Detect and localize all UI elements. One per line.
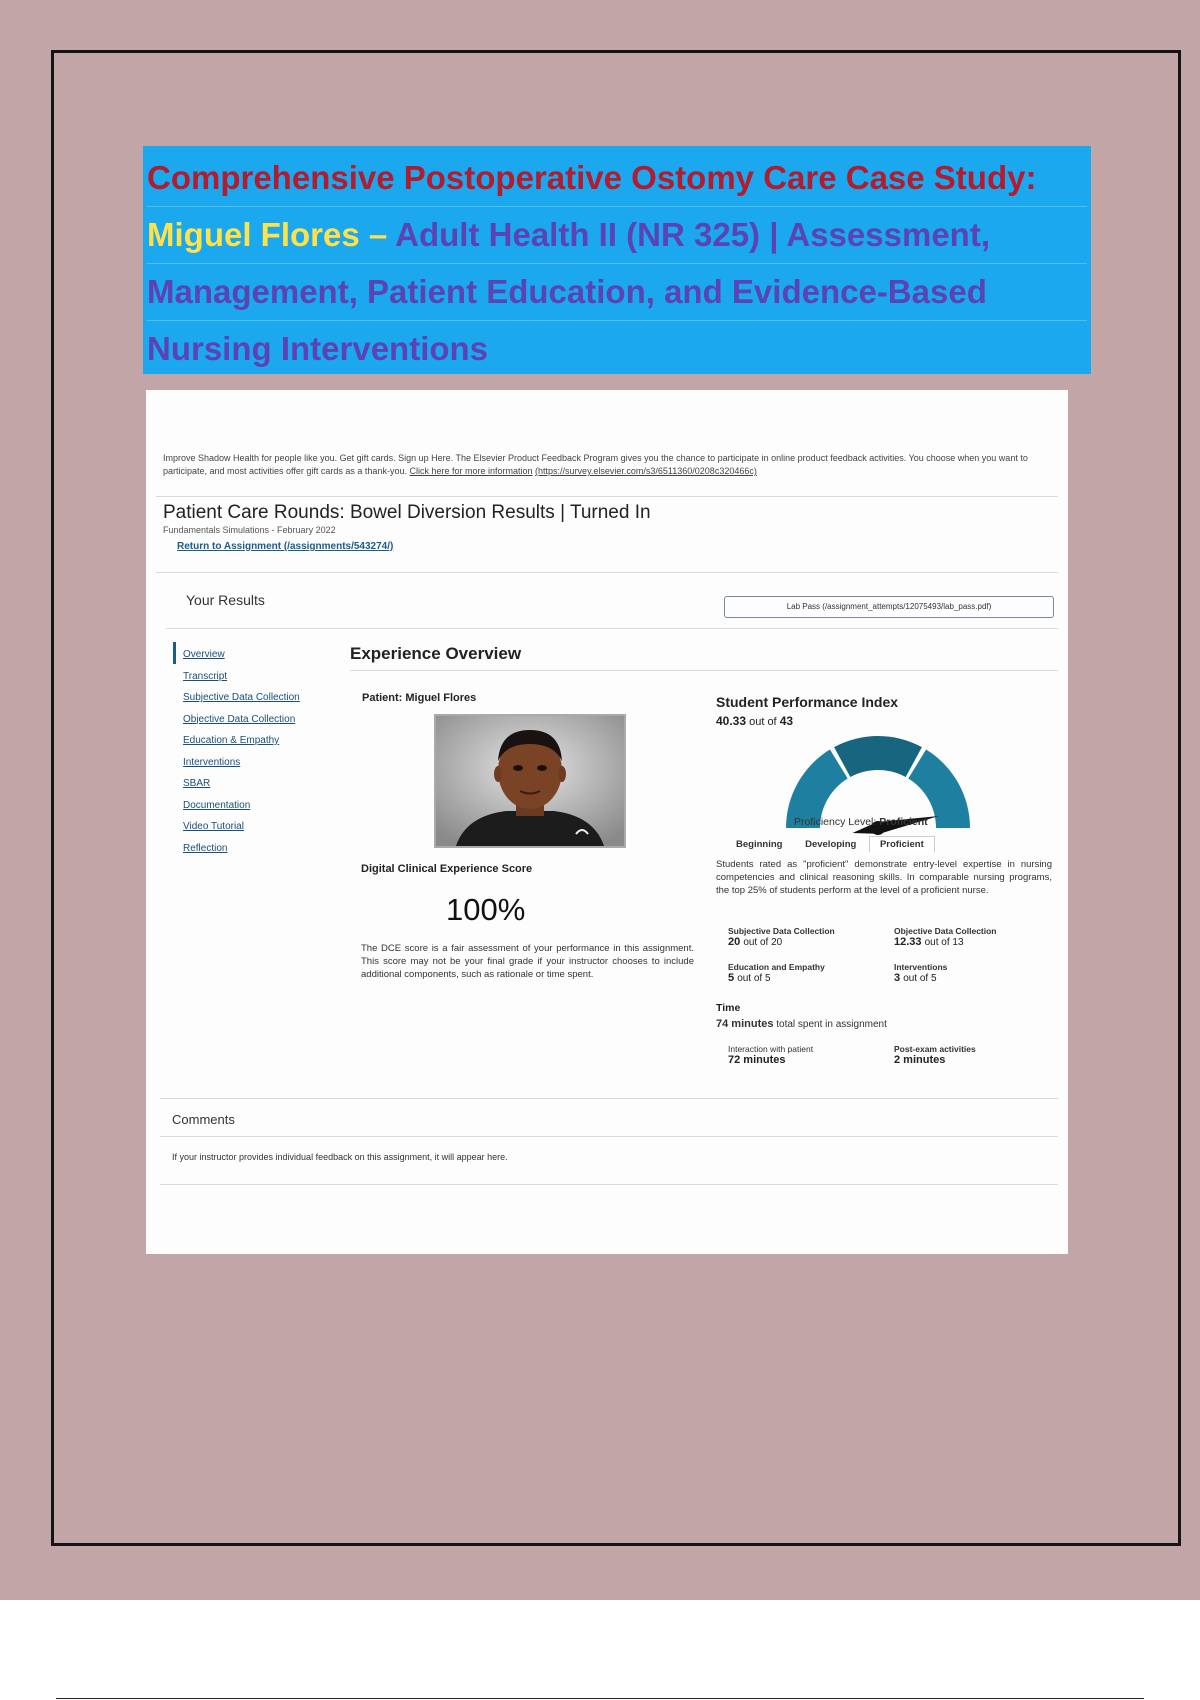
time-total <box>716 1018 887 1030</box>
comments-text: If your instructor provides individual feedback on this assignment, it will appear here. <box>172 1152 508 1162</box>
nav-item-video-tutorial[interactable]: Video Tutorial <box>183 821 244 832</box>
metric-value: 5 <box>728 972 735 984</box>
spi-score-value: 40.33 <box>716 714 747 728</box>
spi-score <box>716 714 793 728</box>
nav-active-indicator <box>173 642 176 664</box>
notice-text: Improve Shadow Health for people like you. Get gift cards. Sign up Here. The Elsevier Product Feedback Program gives you the chance to participate in online product feedback activities. You choose when you want to participate, and most activities offer gift cards as a thank-you. <box>163 453 1028 476</box>
comments-title: Comments <box>172 1112 235 1127</box>
header-divider <box>156 572 1058 573</box>
return-to-assignment-link[interactable]: Return to Assignment (/assignments/543274/) <box>177 541 394 552</box>
spi-score-out-of: out of <box>749 716 777 728</box>
metric-value: 12.33 <box>894 936 922 948</box>
nav-item-interventions[interactable]: Interventions <box>183 756 241 768</box>
patient-avatar-illustration <box>436 716 624 846</box>
results-nav <box>183 644 333 859</box>
banner-patient-name: Miguel Flores – <box>147 216 388 253</box>
time-label: Time <box>716 1002 741 1014</box>
dce-score-value: 100% <box>446 892 526 927</box>
metric-suffix: out of 5 <box>737 973 771 984</box>
patient-avatar <box>434 714 626 848</box>
time-item-label: Interaction with patient <box>728 1044 814 1054</box>
time-total-value: 74 minutes <box>716 1018 774 1030</box>
banner-course: Adult Health II (NR 325) | Assessment, <box>387 216 990 253</box>
spi-title: Student Performance Index <box>716 694 899 710</box>
metric-suffix: out of 13 <box>924 937 964 948</box>
time-total-suffix: total spent in assignment <box>776 1019 887 1030</box>
nav-item-reflection[interactable]: Reflection <box>183 842 228 854</box>
experience-overview-title: Experience Overview <box>350 644 522 663</box>
nav-item-education-empathy[interactable]: Education & Empathy <box>183 735 280 746</box>
time-item-value: 72 minutes <box>728 1054 786 1066</box>
page-title: Patient Care Rounds: Bowel Diversion Results | Turned In <box>163 502 651 523</box>
nav-item-overview[interactable]: Overview <box>183 649 225 660</box>
comments-top-divider <box>160 1098 1058 1099</box>
results-divider <box>166 628 1058 629</box>
comments-divider <box>160 1136 1058 1137</box>
proficiency-gauge <box>778 728 978 848</box>
banner-title-line-1: Comprehensive Postoperative Ostomy Care Case Study: <box>147 150 1087 207</box>
metric-suffix: out of 5 <box>903 973 937 984</box>
results-screenshot <box>146 390 1068 1254</box>
patient-label: Patient: Miguel Flores <box>362 692 477 704</box>
metric-label: Interventions <box>894 962 948 972</box>
gauge-segment <box>834 736 922 777</box>
dce-score-label: Digital Clinical Experience Score <box>361 863 533 875</box>
footer-rule <box>56 1698 1144 1699</box>
nav-item-transcript[interactable]: Transcript <box>183 670 228 682</box>
metric-value: 20 <box>728 936 741 948</box>
tab-developing[interactable]: Developing <box>805 839 857 850</box>
metric-label: Subjective Data Collection <box>728 926 835 936</box>
metric-education <box>728 962 825 984</box>
overview-divider <box>350 670 1058 671</box>
comments-bottom-divider <box>160 1184 1058 1185</box>
nav-item-subjective-data[interactable]: Subjective Data Collection <box>183 692 300 703</box>
your-results-heading: Your Results <box>186 592 265 608</box>
page-subtitle: Fundamentals Simulations - February 2022 <box>163 525 336 535</box>
nav-item-sbar[interactable]: SBAR <box>183 778 211 789</box>
metric-objective <box>894 926 997 948</box>
notice-link[interactable]: Click here for more information <box>409 466 533 476</box>
nav-item-documentation[interactable]: Documentation <box>183 799 251 811</box>
nav-item-objective-data[interactable]: Objective Data Collection <box>183 713 296 725</box>
time-interaction <box>728 1044 813 1066</box>
time-item-label: Post-exam activities <box>894 1044 976 1054</box>
metric-interventions <box>894 962 947 984</box>
spi-score-total: 43 <box>779 714 794 728</box>
banner-title-line-2 <box>147 207 1087 264</box>
proficiency-level-value: Proficient <box>879 816 928 828</box>
lab-pass-button[interactable]: Lab Pass (/assignment_attempts/12075493/lab_pass.pdf) <box>724 596 1054 618</box>
banner-title-line-4: Nursing Interventions <box>147 330 489 367</box>
proficiency-level <box>794 816 928 828</box>
tab-beginning[interactable]: Beginning <box>736 839 783 850</box>
tab-proficient[interactable]: Proficient <box>869 836 935 852</box>
notice-url[interactable]: (https://survey.elsevier.com/s3/6511360/0208c320466c) <box>535 466 757 476</box>
title-banner <box>143 146 1091 374</box>
feedback-notice <box>163 452 1043 478</box>
metric-label: Education and Empathy <box>728 962 825 972</box>
metric-subjective <box>728 926 835 948</box>
dce-description: The DCE score is a fair assessment of your performance in this assignment. This score may not be your final grade if your instructor chooses to include additional components, such as rationale or time spent. <box>361 943 694 980</box>
metric-suffix: out of 20 <box>743 937 783 948</box>
proficiency-level-label: Proficiency Level: <box>794 816 877 828</box>
proficiency-tabs <box>726 836 935 854</box>
metric-label: Objective Data Collection <box>894 926 997 936</box>
notice-divider <box>156 496 1058 497</box>
time-item-value: 2 minutes <box>894 1054 946 1066</box>
metric-value: 3 <box>894 972 901 984</box>
spi-description: Students rated as "proficient" demonstrate entry-level expertise in nursing competencies and clinical reasoning skills. In comparable nursing programs, the top 25% of students perform at the level of a proficient nurse. <box>716 859 1052 896</box>
time-post-exam <box>894 1044 976 1066</box>
banner-title-line-3: Management, Patient Education, and Evidence-Based <box>147 264 1087 321</box>
